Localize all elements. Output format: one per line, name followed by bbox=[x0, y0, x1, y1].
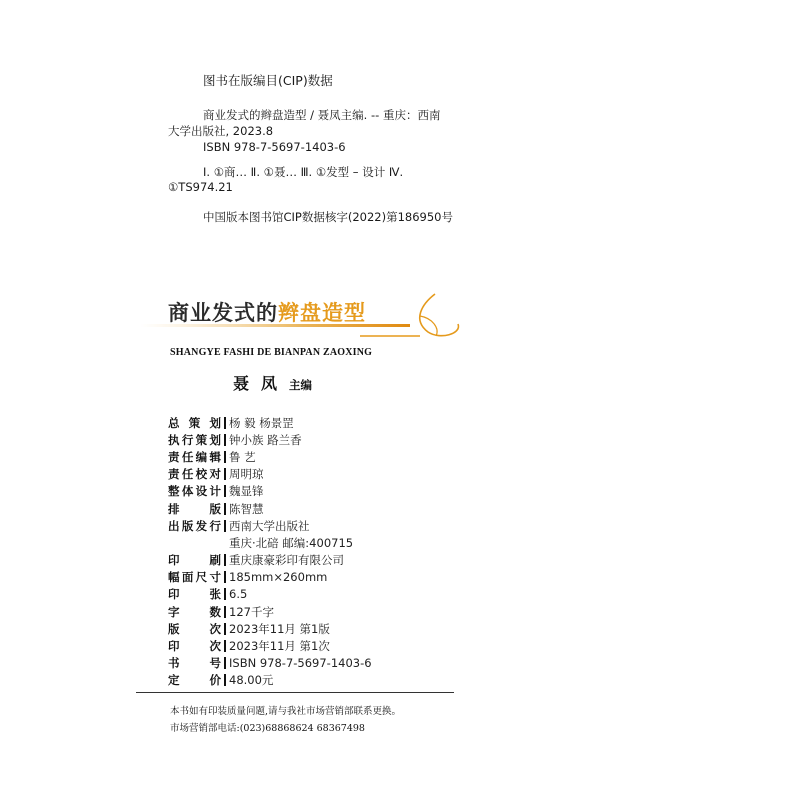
cip-header: 图书在版编目(CIP)数据 bbox=[203, 73, 333, 88]
credit-label: 总策划 bbox=[168, 415, 221, 430]
author-role: 主编 bbox=[289, 378, 313, 392]
credit-value: ISBN 978-7-5697-1403-6 bbox=[229, 656, 372, 671]
credit-row bbox=[168, 466, 372, 483]
credit-row bbox=[168, 655, 372, 672]
credit-row bbox=[168, 603, 372, 620]
book-title bbox=[168, 297, 366, 327]
cip-subjects-line1: Ⅰ. ①商… Ⅱ. ①聂… Ⅲ. ①发型 – 设计 Ⅳ. bbox=[203, 165, 404, 179]
credit-value: 魏显锋 bbox=[229, 484, 264, 499]
cip-isbn: ISBN 978-7-5697-1403-6 bbox=[203, 140, 346, 154]
credit-separator bbox=[224, 588, 226, 600]
credit-value: 杨 毅 杨景罡 bbox=[229, 415, 294, 430]
credit-label: 执行策划 bbox=[168, 432, 221, 447]
credit-row bbox=[168, 431, 372, 448]
credit-label: 印刷 bbox=[168, 553, 221, 568]
credit-value: 6.5 bbox=[229, 587, 248, 602]
credit-row bbox=[168, 552, 372, 569]
credit-separator bbox=[224, 554, 226, 566]
credit-separator bbox=[224, 657, 226, 669]
credit-label: 整体设计 bbox=[168, 484, 221, 499]
cip-subjects-line2: ①TS974.21 bbox=[168, 180, 233, 194]
credit-value: 重庆·北碚 邮编:400715 bbox=[229, 535, 354, 550]
book-title-accent: 辫盘造型 bbox=[278, 300, 366, 325]
credit-row bbox=[168, 448, 372, 465]
credit-value: 185mm×260mm bbox=[229, 570, 328, 585]
credit-row bbox=[168, 483, 372, 500]
credit-row bbox=[168, 500, 372, 517]
credit-label: 印张 bbox=[168, 587, 221, 602]
credit-value: 鲁 艺 bbox=[229, 449, 256, 464]
credit-label: 幅面尺寸 bbox=[168, 570, 221, 585]
credit-label: 书号 bbox=[168, 656, 221, 671]
credit-row bbox=[168, 637, 372, 654]
credit-value: 48.00元 bbox=[229, 673, 274, 688]
credit-row bbox=[168, 586, 372, 603]
book-title-plain: 商业发式的 bbox=[168, 300, 278, 325]
credit-separator bbox=[224, 485, 226, 497]
credit-value: 重庆康豪彩印有限公司 bbox=[229, 553, 344, 568]
book-title-pinyin: SHANGYE FASHI DE BIANPAN ZAOXING bbox=[170, 347, 373, 358]
credit-separator bbox=[224, 606, 226, 618]
credit-row bbox=[168, 414, 372, 431]
credit-value: 2023年11月 第1次 bbox=[229, 639, 330, 654]
credit-separator bbox=[224, 417, 226, 429]
credit-row bbox=[168, 517, 372, 534]
credit-value: 陈智慧 bbox=[229, 501, 264, 516]
cip-entry-line1: 商业发式的辫盘造型 / 聂凤主编. -- 重庆：西南 bbox=[203, 108, 441, 122]
credits-list bbox=[168, 414, 372, 689]
credit-label: 印次 bbox=[168, 639, 221, 654]
credit-row bbox=[168, 569, 372, 586]
credit-value: 周明琼 bbox=[229, 467, 264, 482]
footer-rule bbox=[136, 692, 454, 693]
credit-separator bbox=[224, 434, 226, 446]
credit-separator bbox=[224, 571, 226, 583]
credit-separator bbox=[224, 674, 226, 686]
credit-row bbox=[168, 534, 372, 551]
credit-label: 版次 bbox=[168, 621, 221, 636]
author-name: 聂凤 bbox=[233, 374, 290, 393]
credit-value: 2023年11月 第1版 bbox=[229, 621, 330, 636]
footer-note: 本书如有印装质量问题,请与我社市场营销部联系更换。 bbox=[170, 706, 402, 717]
author-line bbox=[233, 371, 312, 394]
credit-label: 排版 bbox=[168, 501, 221, 516]
credit-label: 责任编辑 bbox=[168, 449, 221, 464]
credit-separator bbox=[224, 468, 226, 480]
credit-label: 定价 bbox=[168, 673, 221, 688]
credit-separator bbox=[224, 640, 226, 652]
credit-separator bbox=[224, 451, 226, 463]
footer-phone: 市场营销部电话:(023)68868624 68367498 bbox=[170, 723, 365, 734]
credit-label: 字数 bbox=[168, 604, 221, 619]
credit-label: 出版发行 bbox=[168, 518, 221, 533]
credit-separator bbox=[224, 520, 226, 532]
credit-value: 127千字 bbox=[229, 604, 274, 619]
cip-entry-line2: 大学出版社, 2023.8 bbox=[168, 124, 274, 138]
credit-row bbox=[168, 672, 372, 689]
cip-record-number: 中国版本图书馆CIP数据核字(2022)第186950号 bbox=[203, 210, 453, 224]
credit-row bbox=[168, 620, 372, 637]
credit-separator bbox=[224, 503, 226, 515]
credit-value: 西南大学出版社 bbox=[229, 518, 310, 533]
credit-label: 责任校对 bbox=[168, 467, 221, 482]
credit-separator bbox=[224, 623, 226, 635]
credit-value: 钟小族 路兰香 bbox=[229, 432, 302, 447]
